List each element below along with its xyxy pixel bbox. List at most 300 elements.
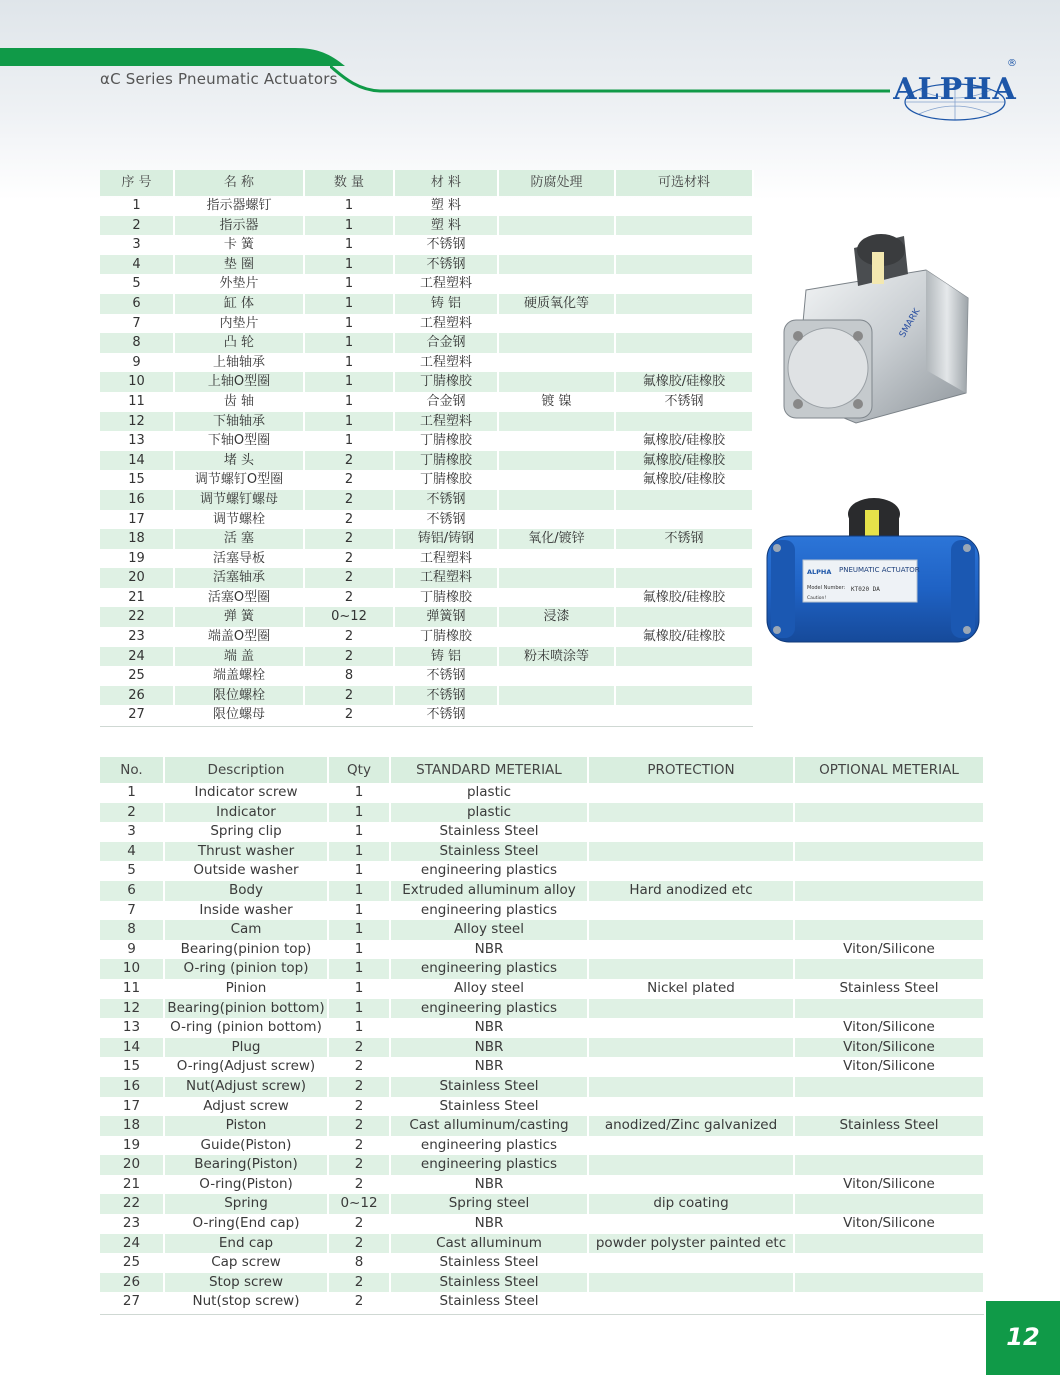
parts-table-english bbox=[100, 757, 985, 1312]
table-cell bbox=[498, 666, 615, 686]
column-header: STANDARD METERIAL bbox=[390, 757, 588, 783]
table-row bbox=[100, 1214, 984, 1234]
table-cell: 10 bbox=[100, 959, 164, 979]
table-cell bbox=[794, 881, 984, 901]
table-row bbox=[100, 920, 984, 940]
table-cell: 21 bbox=[100, 588, 174, 608]
table-cell: Nut(stop screw) bbox=[164, 1292, 328, 1312]
table-cell: Indicator bbox=[164, 803, 328, 823]
registered-mark: ® bbox=[1007, 58, 1017, 69]
table-cell: 15 bbox=[100, 1057, 164, 1077]
table-row bbox=[100, 1253, 984, 1273]
table-cell bbox=[794, 1155, 984, 1175]
table-cell bbox=[588, 1253, 794, 1273]
table-cell bbox=[498, 627, 615, 647]
table-cell: 调节螺栓 bbox=[174, 510, 304, 530]
label-title: PNEUMATIC ACTUATOR bbox=[839, 566, 920, 574]
table-cell bbox=[498, 196, 615, 216]
table-cell bbox=[615, 333, 753, 353]
table-cell: Thrust washer bbox=[164, 842, 328, 862]
table-cell: Bearing(pinion top) bbox=[164, 940, 328, 960]
table-cell: 氟橡胶/硅橡胶 bbox=[615, 431, 753, 451]
page-number: 12 bbox=[1006, 1323, 1040, 1351]
table-row bbox=[100, 431, 753, 451]
table-cell bbox=[615, 353, 753, 373]
table-cell bbox=[794, 1194, 984, 1214]
table-cell: 2 bbox=[304, 568, 394, 588]
table-cell: 活塞导板 bbox=[174, 549, 304, 569]
table-cell: 2 bbox=[304, 470, 394, 490]
table-cell: Plug bbox=[164, 1038, 328, 1058]
table-cell: O-ring(End cap) bbox=[164, 1214, 328, 1234]
table-cell: 下轴轴承 bbox=[174, 412, 304, 432]
table-cell: Spring clip bbox=[164, 822, 328, 842]
table-cell bbox=[615, 314, 753, 334]
header-rule bbox=[330, 60, 890, 100]
table-cell: 1 bbox=[328, 803, 390, 823]
table-cell: 垫 圈 bbox=[174, 255, 304, 275]
table-cell bbox=[615, 705, 753, 725]
column-header: 名 称 bbox=[174, 170, 304, 196]
table-cell: 2 bbox=[328, 1038, 390, 1058]
table-cell: 2 bbox=[304, 529, 394, 549]
table-row bbox=[100, 822, 984, 842]
table-cell: 氟橡胶/硅橡胶 bbox=[615, 588, 753, 608]
table-bottom-rule bbox=[100, 726, 753, 727]
table-cell: 8 bbox=[100, 920, 164, 940]
table-cell: 硬质氧化等 bbox=[498, 294, 615, 314]
table-cell: Stainless Steel bbox=[390, 842, 588, 862]
table-cell: O-ring(Adjust screw) bbox=[164, 1057, 328, 1077]
table-row bbox=[100, 412, 753, 432]
table-cell: 合金钢 bbox=[394, 392, 498, 412]
table-cell: 23 bbox=[100, 1214, 164, 1234]
table-cell: Inside washer bbox=[164, 901, 328, 921]
table-cell: 14 bbox=[100, 1038, 164, 1058]
table-row bbox=[100, 803, 984, 823]
table-row bbox=[100, 1273, 984, 1293]
table-cell: 2 bbox=[328, 1292, 390, 1312]
table-cell: 4 bbox=[100, 255, 174, 275]
table-cell bbox=[588, 940, 794, 960]
table-cell bbox=[794, 783, 984, 803]
table-row bbox=[100, 470, 753, 490]
alpha-logo bbox=[893, 58, 1017, 124]
table-row bbox=[100, 627, 753, 647]
table-cell: 弹簧钢 bbox=[394, 607, 498, 627]
blue-actuator-photo bbox=[763, 496, 981, 646]
table-cell: 2 bbox=[100, 803, 164, 823]
table-cell: 1 bbox=[328, 783, 390, 803]
table-cell: 1 bbox=[328, 999, 390, 1019]
table-cell bbox=[794, 1253, 984, 1273]
table-cell bbox=[794, 861, 984, 881]
table-cell: 1 bbox=[100, 196, 174, 216]
table-cell bbox=[615, 216, 753, 236]
table-row bbox=[100, 196, 753, 216]
table-cell: 26 bbox=[100, 1273, 164, 1293]
table-cell: 1 bbox=[328, 861, 390, 881]
table-cell bbox=[498, 431, 615, 451]
column-header: 可选材料 bbox=[615, 170, 753, 196]
table-row bbox=[100, 490, 753, 510]
table-cell: Piston bbox=[164, 1116, 328, 1136]
table-cell bbox=[615, 647, 753, 667]
table-cell bbox=[588, 1175, 794, 1195]
table-bottom-rule bbox=[100, 1314, 984, 1315]
table-cell: NBR bbox=[390, 1018, 588, 1038]
table-cell: 1 bbox=[304, 274, 394, 294]
table-cell: 镀 镍 bbox=[498, 392, 615, 412]
table-cell: 活 塞 bbox=[174, 529, 304, 549]
table-cell bbox=[588, 1038, 794, 1058]
table-cell bbox=[615, 549, 753, 569]
table-row bbox=[100, 274, 753, 294]
table-cell: 0~12 bbox=[328, 1194, 390, 1214]
table-cell: NBR bbox=[390, 940, 588, 960]
table-cell: 合金钢 bbox=[394, 333, 498, 353]
table-cell bbox=[794, 959, 984, 979]
table-cell: 限位螺栓 bbox=[174, 686, 304, 706]
table-cell bbox=[794, 1077, 984, 1097]
table-cell: 1 bbox=[100, 783, 164, 803]
table-cell: 2 bbox=[304, 490, 394, 510]
table-cell: 20 bbox=[100, 1155, 164, 1175]
table-cell: 不锈钢 bbox=[394, 705, 498, 725]
table-cell bbox=[588, 861, 794, 881]
table-cell bbox=[794, 1234, 984, 1254]
table-cell bbox=[498, 333, 615, 353]
table-cell: Cast alluminum bbox=[390, 1234, 588, 1254]
table-cell: 2 bbox=[328, 1057, 390, 1077]
table-cell: 2 bbox=[328, 1214, 390, 1234]
table-cell: 11 bbox=[100, 979, 164, 999]
table-cell: Stainless Steel bbox=[390, 1097, 588, 1117]
table-cell: 塑 料 bbox=[394, 216, 498, 236]
table-cell: 1 bbox=[304, 372, 394, 392]
table-cell: engineering plastics bbox=[390, 999, 588, 1019]
table-row bbox=[100, 647, 753, 667]
table-cell: 齿 轴 bbox=[174, 392, 304, 412]
table-cell bbox=[794, 1292, 984, 1312]
table-cell bbox=[588, 920, 794, 940]
table-row bbox=[100, 235, 753, 255]
column-header: 材 料 bbox=[394, 170, 498, 196]
table-cell bbox=[588, 842, 794, 862]
table-cell bbox=[498, 314, 615, 334]
table-cell: Cap screw bbox=[164, 1253, 328, 1273]
table-cell: 22 bbox=[100, 1194, 164, 1214]
table-cell: 塑 料 bbox=[394, 196, 498, 216]
table-cell: 端盖O型圈 bbox=[174, 627, 304, 647]
table-cell: 2 bbox=[328, 1273, 390, 1293]
table-row bbox=[100, 392, 753, 412]
table-row bbox=[100, 881, 984, 901]
smark-label: SMARK bbox=[897, 306, 923, 340]
table-cell bbox=[615, 686, 753, 706]
table-cell: 9 bbox=[100, 353, 174, 373]
table-cell: 铸铝/铸钢 bbox=[394, 529, 498, 549]
table-cell: 25 bbox=[100, 1253, 164, 1273]
table-cell bbox=[498, 549, 615, 569]
table-cell: Body bbox=[164, 881, 328, 901]
table-cell: 铸 铝 bbox=[394, 647, 498, 667]
table-cell: 3 bbox=[100, 235, 174, 255]
table-cell bbox=[615, 666, 753, 686]
table-cell: 22 bbox=[100, 607, 174, 627]
table-cell bbox=[794, 1136, 984, 1156]
table-cell bbox=[588, 1155, 794, 1175]
table-row bbox=[100, 999, 984, 1019]
column-header: 防腐处理 bbox=[498, 170, 615, 196]
table-cell: Extruded alluminum alloy bbox=[390, 881, 588, 901]
table-cell bbox=[588, 1214, 794, 1234]
table-row bbox=[100, 783, 984, 803]
table-cell bbox=[588, 1136, 794, 1156]
table-cell: Cast alluminum/casting bbox=[390, 1116, 588, 1136]
table-cell: 1 bbox=[304, 216, 394, 236]
table-cell: 8 bbox=[100, 333, 174, 353]
table-cell: 2 bbox=[328, 1175, 390, 1195]
table-cell: 堵 头 bbox=[174, 451, 304, 471]
table-cell: Stainless Steel bbox=[390, 1253, 588, 1273]
table-row bbox=[100, 216, 753, 236]
table-cell: 工程塑料 bbox=[394, 274, 498, 294]
table-cell: 15 bbox=[100, 470, 174, 490]
table-row bbox=[100, 1038, 984, 1058]
table-cell bbox=[588, 1057, 794, 1077]
table-cell bbox=[794, 822, 984, 842]
table-cell bbox=[498, 353, 615, 373]
table-cell: 5 bbox=[100, 861, 164, 881]
table-cell: 2 bbox=[100, 216, 174, 236]
series-title: αC Series Pneumatic Actuators bbox=[100, 70, 338, 88]
table-cell: 端 盖 bbox=[174, 647, 304, 667]
table-cell bbox=[498, 255, 615, 275]
table-cell: Adjust screw bbox=[164, 1097, 328, 1117]
table-row bbox=[100, 607, 753, 627]
table-cell: 不锈钢 bbox=[394, 490, 498, 510]
table-row bbox=[100, 686, 753, 706]
table-cell: NBR bbox=[390, 1214, 588, 1234]
silver-actuator-photo bbox=[776, 228, 976, 433]
table-cell: 氟橡胶/硅橡胶 bbox=[615, 372, 753, 392]
label-model-value: KT020 DA bbox=[851, 586, 880, 593]
table-cell bbox=[588, 1018, 794, 1038]
table-row bbox=[100, 666, 753, 686]
table-cell: 氧化/镀锌 bbox=[498, 529, 615, 549]
table-cell: 铸 铝 bbox=[394, 294, 498, 314]
table-cell: Stainless Steel bbox=[390, 1292, 588, 1312]
table-cell: 6 bbox=[100, 294, 174, 314]
table-cell: 0~12 bbox=[304, 607, 394, 627]
table-cell: Viton/Silicone bbox=[794, 1175, 984, 1195]
label-brand: ALPHA bbox=[807, 568, 832, 576]
table-cell bbox=[498, 510, 615, 530]
table-cell: 2 bbox=[304, 627, 394, 647]
table-cell bbox=[794, 920, 984, 940]
table-cell: anodized/Zinc galvanized bbox=[588, 1116, 794, 1136]
table-cell: 丁腈橡胶 bbox=[394, 588, 498, 608]
column-header: No. bbox=[100, 757, 164, 783]
table-cell: engineering plastics bbox=[390, 1155, 588, 1175]
table-cell: Viton/Silicone bbox=[794, 1018, 984, 1038]
table-cell: 1 bbox=[304, 314, 394, 334]
table-cell: 2 bbox=[328, 1077, 390, 1097]
table-cell: 2 bbox=[328, 1234, 390, 1254]
table-cell: 内垫片 bbox=[174, 314, 304, 334]
table-cell: 7 bbox=[100, 901, 164, 921]
table-cell bbox=[615, 274, 753, 294]
table-cell bbox=[588, 959, 794, 979]
table-cell: 2 bbox=[328, 1097, 390, 1117]
logo-text: ALPHA bbox=[893, 72, 1017, 107]
table-cell bbox=[498, 705, 615, 725]
table-row bbox=[100, 1018, 984, 1038]
table-row bbox=[100, 333, 753, 353]
table-cell: O-ring (pinion top) bbox=[164, 959, 328, 979]
table-row bbox=[100, 842, 984, 862]
table-cell: 27 bbox=[100, 705, 174, 725]
table-cell bbox=[588, 803, 794, 823]
table-cell: Hard anodized etc bbox=[588, 881, 794, 901]
table-cell: 丁腈橡胶 bbox=[394, 372, 498, 392]
table-cell: 氟橡胶/硅橡胶 bbox=[615, 627, 753, 647]
table-cell bbox=[588, 999, 794, 1019]
table-cell: Stainless Steel bbox=[390, 1077, 588, 1097]
table-cell: Spring steel bbox=[390, 1194, 588, 1214]
table-cell bbox=[498, 588, 615, 608]
table-cell: 3 bbox=[100, 822, 164, 842]
table-cell bbox=[588, 1292, 794, 1312]
table-cell: 浸漆 bbox=[498, 607, 615, 627]
table-cell: 调节螺钉O型圈 bbox=[174, 470, 304, 490]
table-cell bbox=[588, 1077, 794, 1097]
table-cell bbox=[498, 490, 615, 510]
table-row bbox=[100, 255, 753, 275]
table-row bbox=[100, 529, 753, 549]
table-row bbox=[100, 1292, 984, 1312]
table-cell: 12 bbox=[100, 999, 164, 1019]
table-row bbox=[100, 451, 753, 471]
table-cell: 弹 簧 bbox=[174, 607, 304, 627]
column-header: 数 量 bbox=[304, 170, 394, 196]
table-cell: Outside washer bbox=[164, 861, 328, 881]
table-cell bbox=[794, 901, 984, 921]
table-cell: 丁腈橡胶 bbox=[394, 451, 498, 471]
table-cell: End cap bbox=[164, 1234, 328, 1254]
table-cell: 17 bbox=[100, 510, 174, 530]
table-cell: 16 bbox=[100, 1077, 164, 1097]
table-cell: 2 bbox=[304, 686, 394, 706]
table-cell: 氟橡胶/硅橡胶 bbox=[615, 451, 753, 471]
column-header: 序 号 bbox=[100, 170, 174, 196]
table-cell: 1 bbox=[304, 431, 394, 451]
table-cell: 8 bbox=[328, 1253, 390, 1273]
table-cell: 7 bbox=[100, 314, 174, 334]
table-cell: 1 bbox=[304, 333, 394, 353]
table-cell: 1 bbox=[304, 412, 394, 432]
table-cell: 上轴O型圈 bbox=[174, 372, 304, 392]
table-cell: 工程塑料 bbox=[394, 412, 498, 432]
table-header-row bbox=[100, 170, 753, 196]
table-row bbox=[100, 959, 984, 979]
table-cell: 1 bbox=[304, 353, 394, 373]
table-cell: 不锈钢 bbox=[615, 392, 753, 412]
table-header-row bbox=[100, 757, 984, 783]
table-cell: NBR bbox=[390, 1175, 588, 1195]
table-cell: 粉末喷涂等 bbox=[498, 647, 615, 667]
label-caution: Caution! bbox=[807, 596, 827, 601]
table-cell: 11 bbox=[100, 392, 174, 412]
table-cell: 1 bbox=[304, 294, 394, 314]
table-cell: 27 bbox=[100, 1292, 164, 1312]
table-cell bbox=[615, 196, 753, 216]
table-cell: 1 bbox=[328, 842, 390, 862]
table-cell: 24 bbox=[100, 1234, 164, 1254]
table-cell: 不锈钢 bbox=[394, 666, 498, 686]
table-cell bbox=[588, 822, 794, 842]
table-cell: 6 bbox=[100, 881, 164, 901]
table-cell: 13 bbox=[100, 1018, 164, 1038]
column-header: Description bbox=[164, 757, 328, 783]
table-row bbox=[100, 1155, 984, 1175]
table-cell: Alloy steel bbox=[390, 920, 588, 940]
table-cell: 2 bbox=[328, 1136, 390, 1156]
table-cell: 9 bbox=[100, 940, 164, 960]
table-cell: 2 bbox=[304, 510, 394, 530]
table-cell: 19 bbox=[100, 1136, 164, 1156]
label-model-caption: Model Number: bbox=[807, 585, 846, 591]
table-row bbox=[100, 861, 984, 881]
table-cell bbox=[588, 901, 794, 921]
table-cell: 缸 体 bbox=[174, 294, 304, 314]
table-cell bbox=[498, 372, 615, 392]
table-cell bbox=[498, 412, 615, 432]
table-cell: 上轴轴承 bbox=[174, 353, 304, 373]
table-cell: 4 bbox=[100, 842, 164, 862]
table-cell: powder polyster painted etc bbox=[588, 1234, 794, 1254]
table-cell bbox=[615, 412, 753, 432]
table-cell: engineering plastics bbox=[390, 861, 588, 881]
table-row bbox=[100, 510, 753, 530]
table-cell: 19 bbox=[100, 549, 174, 569]
table-cell: 2 bbox=[304, 549, 394, 569]
table-cell: 不锈钢 bbox=[394, 235, 498, 255]
table-cell: Viton/Silicone bbox=[794, 1057, 984, 1077]
table-cell: 18 bbox=[100, 529, 174, 549]
table-cell: 8 bbox=[304, 666, 394, 686]
table-row bbox=[100, 294, 753, 314]
table-row bbox=[100, 588, 753, 608]
table-cell: 26 bbox=[100, 686, 174, 706]
table-cell: 12 bbox=[100, 412, 174, 432]
table-cell: 1 bbox=[328, 881, 390, 901]
table-cell: 2 bbox=[328, 1155, 390, 1175]
table-cell: plastic bbox=[390, 803, 588, 823]
table-row bbox=[100, 549, 753, 569]
table-cell: 丁腈橡胶 bbox=[394, 470, 498, 490]
table-cell: 丁腈橡胶 bbox=[394, 627, 498, 647]
table-cell: 5 bbox=[100, 274, 174, 294]
table-cell: 外垫片 bbox=[174, 274, 304, 294]
table-cell: 13 bbox=[100, 431, 174, 451]
table-cell: 凸 轮 bbox=[174, 333, 304, 353]
table-cell: 1 bbox=[328, 920, 390, 940]
table-cell: 不锈钢 bbox=[615, 529, 753, 549]
table-cell: 2 bbox=[304, 647, 394, 667]
table-cell bbox=[615, 510, 753, 530]
